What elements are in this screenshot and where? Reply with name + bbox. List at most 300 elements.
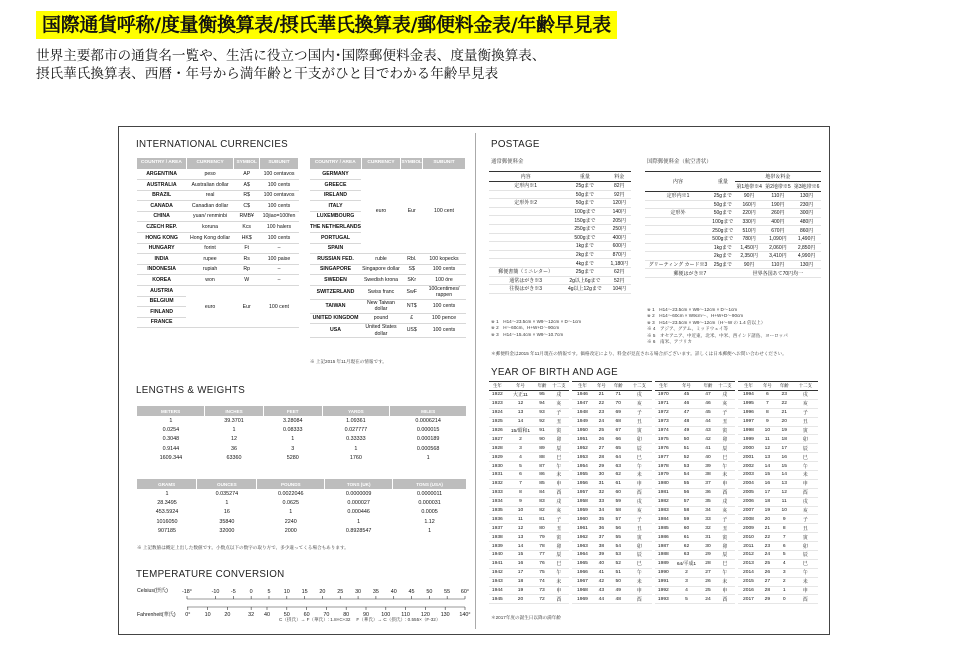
domestic-postage-header-cell: 料金 bbox=[608, 172, 631, 182]
birth-age-cell: 62 bbox=[610, 471, 627, 480]
currency-cell: Kcs bbox=[234, 222, 260, 233]
intl-postage-cell bbox=[645, 243, 711, 252]
domestic-postage-cell: 25gまで bbox=[562, 182, 607, 191]
intl-postage-cell: 4,990円 bbox=[792, 252, 821, 261]
weight-header-row bbox=[137, 479, 467, 489]
domestic-postage-title: 通常郵便料金 bbox=[491, 159, 524, 165]
lengths-title: LENGTHS & WEIGHTS bbox=[136, 385, 246, 396]
birth-age-cell: 亥 bbox=[793, 399, 818, 408]
currency-cell: Swiss franc bbox=[361, 286, 401, 300]
birth-age-cell: 58 bbox=[610, 506, 627, 515]
currency-row bbox=[137, 233, 299, 244]
intl-postage-note: ※ 1 H14～23.5cm × W9～12cm × D～1cm bbox=[647, 307, 738, 312]
birth-age-cell: 丑 bbox=[627, 417, 652, 426]
birth-age-row bbox=[572, 408, 652, 417]
birth-age-cell: 64 bbox=[610, 453, 627, 462]
domestic-postage-cell: 往復はがき※3 bbox=[489, 285, 562, 294]
birth-age-row bbox=[738, 497, 818, 506]
birth-age-cell: 10 bbox=[759, 426, 776, 435]
birth-age-cell: 2000 bbox=[738, 444, 759, 453]
birth-age-cell: 5 bbox=[672, 595, 702, 604]
domestic-postage-row bbox=[489, 216, 631, 225]
length-header-cell: INCHES bbox=[205, 406, 264, 416]
domestic-postage-cell: 140円 bbox=[608, 207, 631, 216]
birth-age-cell: 29 bbox=[759, 595, 776, 604]
domestic-postage-cell: 50gまで bbox=[562, 190, 607, 199]
birth-age-row bbox=[572, 444, 652, 453]
intl-postage-cell: 2kgまで bbox=[711, 252, 735, 261]
birth-age-row bbox=[738, 399, 818, 408]
birth-age-row bbox=[489, 506, 569, 515]
birth-age-cell: 22 bbox=[776, 399, 793, 408]
fahrenheit-tick-label: 10 bbox=[204, 612, 211, 618]
length-cell: 1.09361 bbox=[346, 417, 366, 424]
birth-age-cell: 15 bbox=[776, 462, 793, 471]
birth-age-cell: 49 bbox=[672, 426, 702, 435]
birth-age-cell: 午 bbox=[715, 568, 735, 577]
weight-cell: 0.0000009 bbox=[345, 490, 372, 497]
birth-age-row bbox=[572, 515, 652, 524]
birth-age-cell: 57 bbox=[610, 515, 627, 524]
birth-age-cell: 未 bbox=[627, 471, 652, 480]
birth-age-cell: 1967 bbox=[572, 577, 593, 586]
birth-age-cell: 30 bbox=[701, 542, 714, 551]
intl-postage-cell: 1kgまで bbox=[711, 243, 735, 252]
birth-age-cell: 1995 bbox=[738, 399, 759, 408]
birth-age-cell: 巳 bbox=[627, 559, 652, 568]
intl-postage-cell: 480円 bbox=[792, 217, 821, 226]
currency-row bbox=[137, 190, 299, 201]
birth-age-cell: 87 bbox=[535, 462, 548, 471]
birth-age-cell: 24 bbox=[593, 417, 610, 426]
currency-cell: £ bbox=[401, 313, 423, 324]
birth-age-cell: 亥 bbox=[627, 399, 652, 408]
birth-age-cell: 辰 bbox=[627, 551, 652, 560]
birth-age-cell: 1947 bbox=[572, 399, 593, 408]
intl-postage-header-cell: 地帯＆料金 bbox=[735, 172, 821, 182]
birth-age-cell: 1981 bbox=[655, 488, 672, 497]
birth-age-cell: 16 bbox=[506, 559, 536, 568]
length-header-cell: MILES bbox=[390, 406, 467, 416]
birth-age-cell: 酉 bbox=[715, 595, 735, 604]
celsius-tick-label: 45 bbox=[408, 589, 415, 595]
birth-age-cell: 酉 bbox=[793, 595, 818, 604]
birth-age-cell: 丑 bbox=[627, 524, 652, 533]
length-cell: 1 bbox=[354, 445, 358, 452]
birth-age-header-cell: 年号 bbox=[593, 382, 610, 391]
birth-age-header-row bbox=[655, 382, 735, 391]
length-cell: 0.027777 bbox=[344, 427, 368, 434]
intro-line-2: 摂氏華氏換算表、西暦・年号から満年齢と干支がひと目でわかる年齢早見表 bbox=[36, 66, 499, 82]
intl-postage-cell: 130円 bbox=[792, 192, 821, 201]
intl-postage-row bbox=[645, 234, 821, 243]
birth-age-cell: 2016 bbox=[738, 586, 759, 595]
postage-bottom-note: ＊郵便料金は2015 年11月現在の情報です。価格改定により、料金が見直される場合がございます。詳しくは日本郵便へお問い合わせください。 bbox=[491, 351, 787, 356]
birth-age-cell: 1971 bbox=[655, 399, 672, 408]
length-cell: 1609.344 bbox=[159, 455, 183, 462]
birth-age-cell: 70 bbox=[610, 399, 627, 408]
currency-row bbox=[310, 324, 466, 338]
intl-postage-row bbox=[645, 192, 821, 201]
fahrenheit-tick-label: 120 bbox=[420, 612, 430, 618]
length-row bbox=[137, 416, 467, 425]
birth-age-row bbox=[572, 417, 652, 426]
birth-age-cell: 26 bbox=[759, 568, 776, 577]
birth-age-cell: 69 bbox=[610, 408, 627, 417]
lengths-note: ※ 上記数値は概定上出した数値です。小数点以下の数字の取り方で、多少違ってくる場合もあります。 bbox=[137, 545, 349, 550]
length-cell: 0.000189 bbox=[416, 436, 440, 443]
birth-age-cell: 1960 bbox=[572, 515, 593, 524]
domestic-postage-cell: 150gまで bbox=[562, 216, 607, 225]
birth-age-cell: 21 bbox=[776, 408, 793, 417]
birth-age-cell: 92 bbox=[535, 417, 548, 426]
birth-age-cell: 41 bbox=[701, 444, 714, 453]
birth-age-cell: 14 bbox=[776, 471, 793, 480]
birth-age-row bbox=[572, 471, 652, 480]
birth-age-table bbox=[738, 381, 818, 604]
currency-row bbox=[310, 275, 466, 286]
birth-age-row bbox=[572, 497, 652, 506]
birth-age-cell: 42 bbox=[593, 577, 610, 586]
birth-age-cell: 61 bbox=[672, 533, 702, 542]
birth-age-cell: 68 bbox=[610, 417, 627, 426]
birth-age-row bbox=[738, 471, 818, 480]
birth-age-cell: 1943 bbox=[489, 577, 506, 586]
domestic-postage-cell: 52円 bbox=[608, 276, 631, 285]
birth-age-cell: 2010 bbox=[738, 533, 759, 542]
birth-age-cell: 辰 bbox=[715, 444, 735, 453]
currency-cell: Rp bbox=[234, 264, 260, 275]
birth-age-cell: 午 bbox=[549, 568, 569, 577]
birth-age-cell: 47 bbox=[701, 391, 714, 400]
weight-header-cell: POUNDS bbox=[257, 479, 325, 489]
birth-age-cell: 子 bbox=[715, 515, 735, 524]
domestic-postage-table bbox=[489, 171, 631, 294]
weight-header-cell: TONS (USA) bbox=[393, 479, 467, 489]
intl-postage-row bbox=[645, 243, 821, 252]
birth-age-cell: 1924 bbox=[489, 408, 506, 417]
weight-cell: 907185 bbox=[157, 528, 176, 535]
currency-cell: RMB¥ bbox=[234, 211, 260, 222]
birth-age-cell: 1980 bbox=[655, 479, 672, 488]
domestic-postage-row bbox=[489, 233, 631, 242]
birth-age-cell: 1997 bbox=[738, 417, 759, 426]
birth-age-row bbox=[489, 391, 569, 400]
birth-age-cell: 1930 bbox=[489, 462, 506, 471]
birth-age-row bbox=[738, 462, 818, 471]
domestic-postage-cell: 1,180円 bbox=[608, 259, 631, 268]
birth-age-row bbox=[655, 524, 735, 533]
domestic-postage-cell: 205円 bbox=[608, 216, 631, 225]
birth-age-row bbox=[738, 426, 818, 435]
birth-age-cell: 1963 bbox=[572, 542, 593, 551]
birth-age-row bbox=[655, 399, 735, 408]
birth-age-cell: 未 bbox=[793, 471, 818, 480]
birth-age-cell: 30 bbox=[593, 471, 610, 480]
birth-age-cell: 辰 bbox=[549, 444, 569, 453]
weight-cell: 35840 bbox=[219, 518, 235, 525]
birth-age-cell: 2008 bbox=[738, 515, 759, 524]
birth-age-cell: 1998 bbox=[738, 426, 759, 435]
currency-cell: 100 cents bbox=[260, 180, 299, 191]
birth-age-cell: 25 bbox=[759, 559, 776, 568]
length-cell: 5280 bbox=[286, 455, 299, 462]
currency-table-left bbox=[137, 158, 299, 328]
birth-age-cell: 50 bbox=[672, 435, 702, 444]
birth-age-cell: 1937 bbox=[489, 524, 506, 533]
currency-cell: HUNGARY bbox=[137, 243, 186, 254]
birth-age-cell: 1944 bbox=[489, 586, 506, 595]
birth-age-header-cell: 年号 bbox=[506, 382, 536, 391]
intl-postage-zone-cell: 第2地帯※5 bbox=[763, 182, 792, 192]
intl-postage-cell: 25gまで bbox=[711, 260, 735, 269]
birth-age-cell: 60 bbox=[610, 488, 627, 497]
birth-age-row bbox=[572, 426, 652, 435]
currency-row bbox=[137, 264, 299, 275]
currency-cell: 100 paise bbox=[260, 254, 299, 265]
birth-note: ＊2017年度の誕生日以降の満年齢 bbox=[491, 615, 561, 620]
birth-age-cell: 24 bbox=[701, 595, 714, 604]
birth-age-cell: 2004 bbox=[738, 479, 759, 488]
birth-age-cell: 77 bbox=[535, 551, 548, 560]
intl-postage-cell: 190円 bbox=[763, 200, 792, 209]
currency-cell: 100 pence bbox=[423, 313, 466, 324]
domestic-postage-row bbox=[489, 276, 631, 285]
birth-age-cell: 戌 bbox=[793, 391, 818, 400]
intro-text bbox=[36, 47, 546, 83]
birth-age-cell: 76 bbox=[535, 559, 548, 568]
celsius-tick-label: 55 bbox=[444, 589, 451, 595]
birth-age-header-cell: 年齢 bbox=[701, 382, 714, 391]
birth-age-row bbox=[738, 568, 818, 577]
birth-age-cell: 1958 bbox=[572, 497, 593, 506]
page-banner-title: 国際通貨呼称/度量衡換算表/摂氏華氏換算表/郵便料金表/年齢早見表 bbox=[36, 11, 617, 39]
birth-age-cell: 1992 bbox=[655, 586, 672, 595]
reference-sheet bbox=[118, 126, 830, 635]
currency-cell: SWEDEN bbox=[310, 275, 361, 286]
birth-age-cell: 41 bbox=[593, 568, 610, 577]
birth-age-row bbox=[655, 391, 735, 400]
fahrenheit-tick-label: 140° bbox=[459, 612, 471, 618]
currency-cell: 100 cents bbox=[423, 264, 466, 275]
intl-postage-cell: 50gまで bbox=[711, 209, 735, 218]
birth-age-row bbox=[738, 408, 818, 417]
birth-age-cell: 1994 bbox=[738, 391, 759, 400]
fahrenheit-tick-label: 80 bbox=[343, 612, 350, 618]
birth-age-header-cell: 十二支 bbox=[549, 382, 569, 391]
intl-postage-cell: 160円 bbox=[735, 200, 764, 209]
birth-age-cell: 2015 bbox=[738, 577, 759, 586]
birth-age-row bbox=[738, 417, 818, 426]
birth-age-cell: 2 bbox=[672, 568, 702, 577]
birth-age-cell: 1950 bbox=[572, 426, 593, 435]
birth-age-cell: 2007 bbox=[738, 506, 759, 515]
birth-age-cell: 申 bbox=[627, 479, 652, 488]
birth-age-row bbox=[572, 391, 652, 400]
birth-age-cell: 1927 bbox=[489, 435, 506, 444]
birth-age-row bbox=[655, 497, 735, 506]
domestic-postage-cell: 104円 bbox=[608, 285, 631, 294]
birth-age-cell: 18 bbox=[776, 435, 793, 444]
birth-age-cell: 14 bbox=[759, 462, 776, 471]
currency-cell: 100 halers bbox=[260, 222, 299, 233]
intl-postage-header-row bbox=[645, 172, 821, 182]
birth-age-row bbox=[489, 426, 569, 435]
birth-age-cell: 辰 bbox=[627, 444, 652, 453]
birth-age-row bbox=[738, 391, 818, 400]
birth-age-cell: 1984 bbox=[655, 515, 672, 524]
birth-age-cell: 申 bbox=[549, 586, 569, 595]
birth-age-row bbox=[572, 595, 652, 604]
weight-cell: 32000 bbox=[219, 528, 235, 535]
birth-age-cell: 20 bbox=[759, 515, 776, 524]
birth-age-cell: 未 bbox=[549, 577, 569, 586]
domestic-postage-row bbox=[489, 250, 631, 259]
currency-cell: HONG KONG bbox=[137, 233, 186, 244]
currency-cell: Eur bbox=[234, 286, 260, 328]
birth-age-cell: 28 bbox=[593, 453, 610, 462]
birth-age-cell: 寅 bbox=[715, 533, 735, 542]
birth-age-row bbox=[489, 515, 569, 524]
weight-cell: 28.3495 bbox=[157, 500, 177, 507]
domestic-postage-cell bbox=[489, 224, 562, 233]
intl-postage-table bbox=[645, 171, 821, 278]
domestic-postage-cell: 600円 bbox=[608, 242, 631, 251]
birth-age-cell: 酉 bbox=[627, 595, 652, 604]
birth-age-row bbox=[489, 542, 569, 551]
intro-line-1: 世界主要都市の通貨名一覧や、生活に役立つ国内･国際郵便料金表、度量衡換算表、 bbox=[36, 48, 546, 64]
birth-age-row bbox=[655, 595, 735, 604]
birth-age-row bbox=[572, 488, 652, 497]
birth-age-row bbox=[572, 435, 652, 444]
birth-age-row bbox=[738, 577, 818, 586]
weight-cell: 0.0022046 bbox=[278, 490, 304, 497]
currency-row bbox=[137, 286, 299, 297]
birth-age-header-cell: 年齢 bbox=[610, 382, 627, 391]
intl-postage-note: ※ 6 南米、アフリカ bbox=[647, 339, 692, 345]
length-cell: 36 bbox=[231, 445, 238, 452]
domestic-postage-cell bbox=[489, 190, 562, 199]
birth-age-row bbox=[489, 453, 569, 462]
birth-age-cell: 11 bbox=[776, 497, 793, 506]
birth-age-cell: 6 bbox=[506, 471, 536, 480]
birth-age-cell: 1969 bbox=[572, 595, 593, 604]
birth-age-row bbox=[655, 568, 735, 577]
birth-age-row bbox=[489, 471, 569, 480]
domestic-postage-row bbox=[489, 224, 631, 233]
domestic-postage-cell: 500gまで bbox=[562, 233, 607, 242]
birth-age-row bbox=[738, 488, 818, 497]
length-cell: 0.33333 bbox=[346, 436, 366, 443]
intl-postage-cell: 260円 bbox=[763, 209, 792, 218]
celsius-tick-label: 0 bbox=[249, 589, 253, 595]
birth-age-row bbox=[572, 479, 652, 488]
birth-age-cell: 63 bbox=[672, 551, 702, 560]
birth-age-header-row bbox=[738, 382, 818, 391]
birth-age-cell: 24 bbox=[759, 551, 776, 560]
birth-age-row bbox=[572, 506, 652, 515]
birth-age-cell: 2005 bbox=[738, 488, 759, 497]
birth-age-cell: 1957 bbox=[572, 488, 593, 497]
birth-age-cell: 申 bbox=[715, 586, 735, 595]
birth-age-cell: 5 bbox=[776, 551, 793, 560]
intl-postage-cell: 500gまで bbox=[712, 236, 734, 243]
postage-title: POSTAGE bbox=[491, 139, 540, 150]
birth-age-cell: 90 bbox=[535, 435, 548, 444]
intl-postage-notes bbox=[647, 307, 788, 345]
weight-row bbox=[137, 498, 467, 507]
intl-postage-cell bbox=[645, 252, 711, 261]
currency-row bbox=[137, 254, 299, 265]
birth-age-cell: 11 bbox=[506, 515, 536, 524]
currency-cell: A$ bbox=[234, 180, 260, 191]
length-cell: 1 bbox=[291, 436, 295, 443]
birth-age-cell: 49 bbox=[610, 586, 627, 595]
intl-postage-note: ※ 3 H14～23.5cm × W9～12cm（H～W の 1.4 倍以上） bbox=[647, 319, 766, 325]
intl-postage-cell: 110円 bbox=[763, 260, 792, 269]
birth-age-cell: 4 bbox=[506, 453, 536, 462]
birth-age-cell: 73 bbox=[535, 586, 548, 595]
birth-age-cell: 46 bbox=[701, 399, 714, 408]
fahrenheit-tick-label: 70 bbox=[323, 612, 330, 618]
birth-age-cell: 7 bbox=[506, 479, 536, 488]
celsius-tick-label: 60° bbox=[460, 589, 470, 595]
birth-age-row bbox=[572, 551, 652, 560]
domestic-postage-cell: 1kgまで bbox=[562, 242, 607, 251]
birth-age-cell: 申 bbox=[549, 479, 569, 488]
celsius-tick-label: -18° bbox=[182, 589, 192, 595]
birth-age-cell: 25 bbox=[701, 586, 714, 595]
birth-age-cell: 1942 bbox=[489, 568, 506, 577]
birth-age-row bbox=[655, 542, 735, 551]
birth-age-cell: 19 bbox=[759, 506, 776, 515]
birth-age-cell: 1972 bbox=[655, 408, 672, 417]
birth-age-cell: 巳 bbox=[549, 559, 569, 568]
birth-age-cell: 32 bbox=[701, 524, 714, 533]
currency-cell: koruna bbox=[186, 222, 234, 233]
birth-age-cell: 43 bbox=[593, 586, 610, 595]
birth-age-cell: 辰 bbox=[793, 551, 818, 560]
birth-age-cell: 午 bbox=[627, 568, 652, 577]
birth-age-cell: 子 bbox=[627, 408, 652, 417]
birth-age-row bbox=[655, 479, 735, 488]
birth-age-cell: 16 bbox=[776, 453, 793, 462]
intl-postage-cell: 100gまで bbox=[712, 219, 734, 226]
currency-cell: W bbox=[234, 275, 260, 286]
birth-age-cell: 1964 bbox=[572, 551, 593, 560]
birth-age-cell: 1929 bbox=[489, 453, 506, 462]
intl-postage-cell: グリーティング カード※3 bbox=[645, 260, 711, 269]
birth-age-cell: 1954 bbox=[572, 462, 593, 471]
birth-age-cell: 丑 bbox=[793, 524, 818, 533]
birth-age-row bbox=[655, 426, 735, 435]
birth-age-cell: 1941 bbox=[489, 559, 506, 568]
currency-cell: SINGAPORE bbox=[310, 264, 361, 275]
currency-cell: rupee bbox=[186, 254, 234, 265]
domestic-postage-cell: 400円 bbox=[608, 233, 631, 242]
birth-age-cell: 19 bbox=[776, 426, 793, 435]
currency-cell: HK$ bbox=[234, 233, 260, 244]
birth-age-cell: 86 bbox=[535, 471, 548, 480]
birth-age-cell: 1948 bbox=[572, 408, 593, 417]
birth-age-cell: 2011 bbox=[738, 542, 759, 551]
birth-age-row bbox=[489, 524, 569, 533]
birth-age-cell: 2006 bbox=[738, 497, 759, 506]
birth-age-cell: 15 bbox=[506, 551, 536, 560]
domestic-postage-note: ※ 1 H14～23.5cm × W9～12cm × D～1cm bbox=[491, 319, 582, 324]
birth-age-cell: 22 bbox=[759, 533, 776, 542]
birth-age-cell: 1938 bbox=[489, 533, 506, 542]
